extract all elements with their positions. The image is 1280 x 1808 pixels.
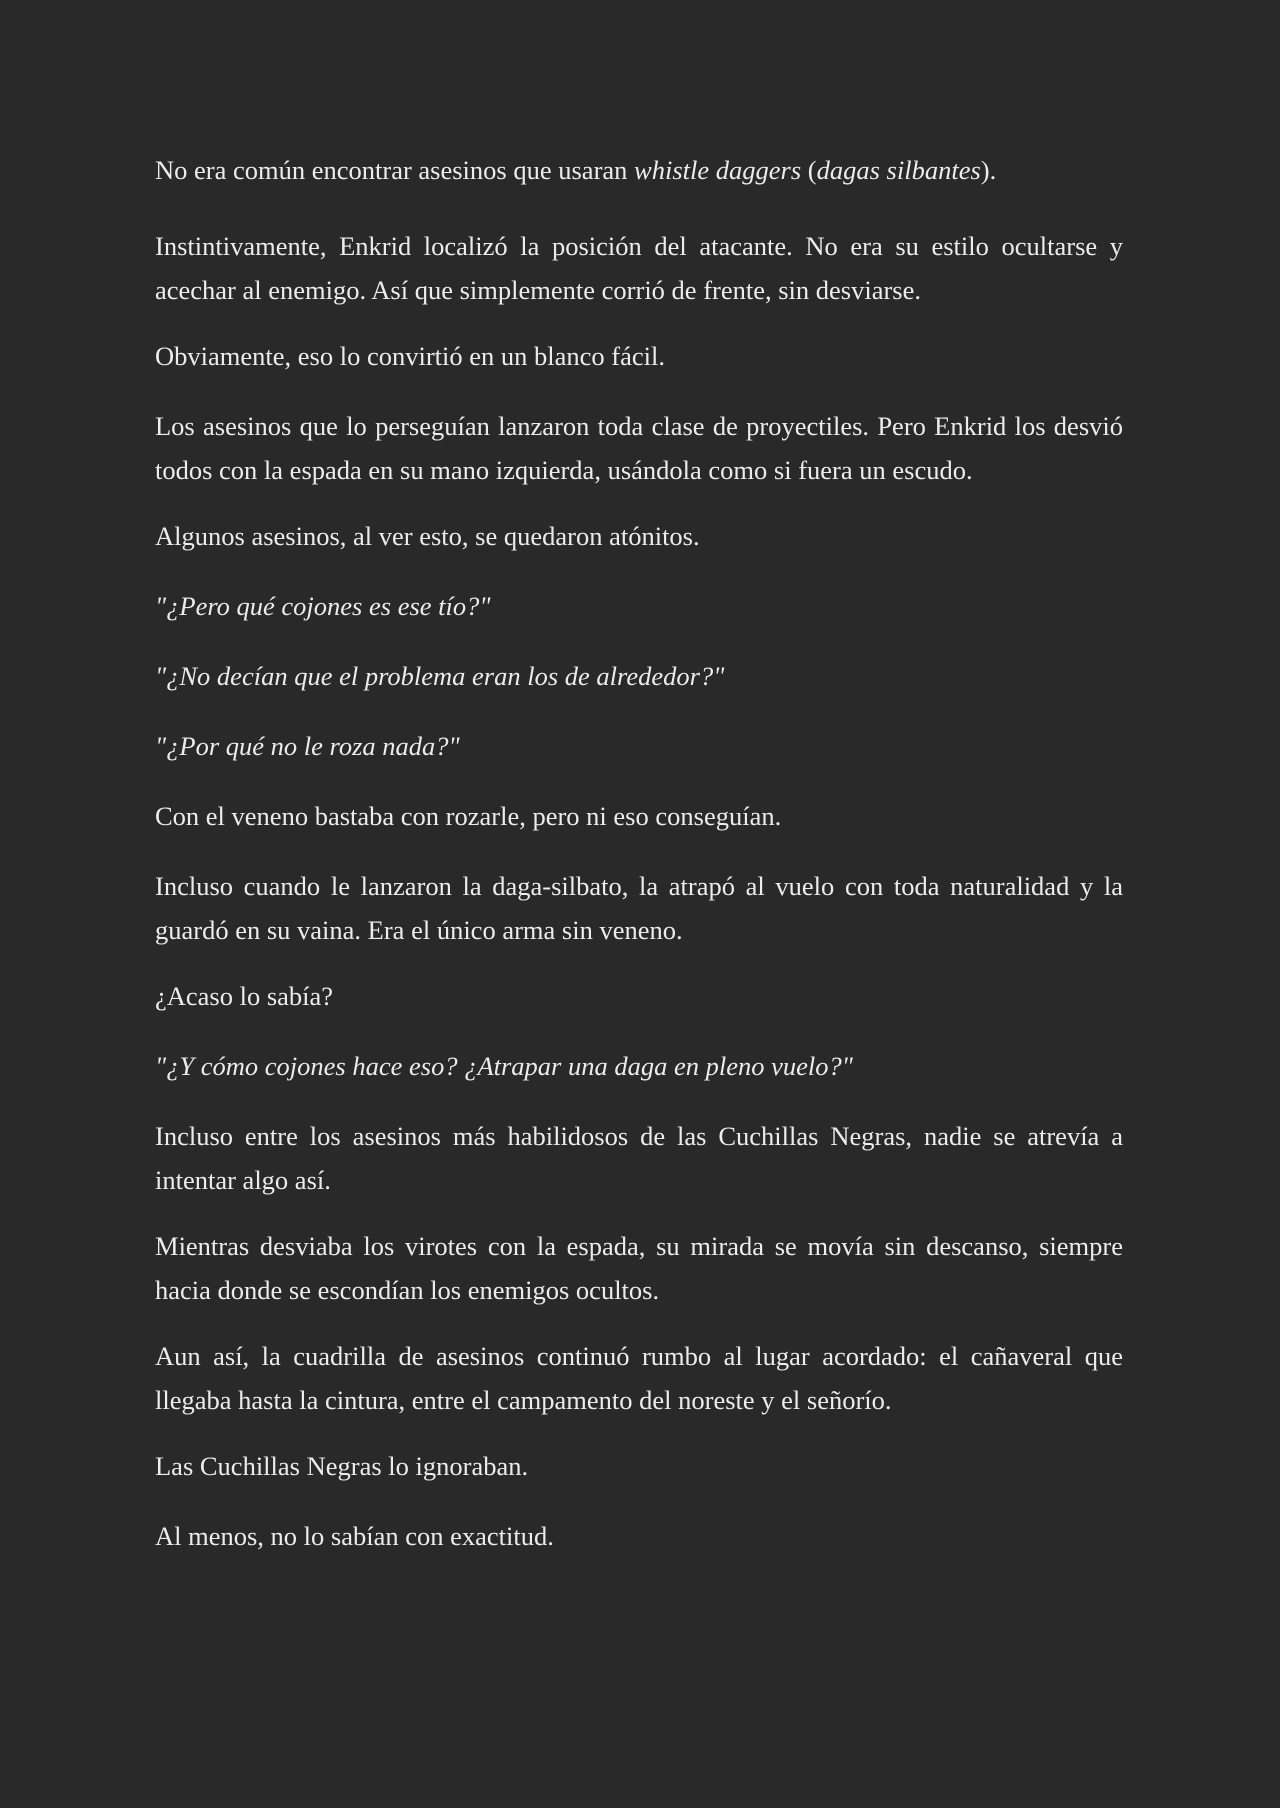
dialogue-line: "¿Pero qué cojones es ese tío?" [155, 591, 491, 621]
dialogue-line: "¿Por qué no le roza nada?" [155, 731, 460, 761]
paragraph: Mientras desviaba los virotes con la espada, su mirada se movía sin descanso, siempre hacia donde se escondían los enemigos ocultos. [155, 1231, 1123, 1305]
paragraph: Aun así, la cuadrilla de asesinos continuó rumbo al lugar acordado: el cañaveral que llegaba hasta la cintura, entre el campamento del noreste y el señorío. [155, 1341, 1123, 1415]
dialogue-line: "¿No decían que el problema eran los de alrededor?" [155, 661, 725, 691]
paragraph: Incluso cuando le lanzaron la daga-silbato, la atrapó al vuelo con toda naturalidad y la guardó en su vaina. Era el único arma sin veneno. [155, 871, 1123, 945]
paragraph: Los asesinos que lo perseguían lanzaron toda clase de proyectiles. Pero Enkrid los desvió todos con la espada en su mano izquierda, usándola como si fuera un escudo. [155, 411, 1123, 485]
paragraph: Con el veneno bastaba con rozarle, pero ni eso conseguían. [155, 801, 782, 831]
paragraph: Al menos, no lo sabían con exactitud. [155, 1521, 554, 1551]
paragraph: Instintivamente, Enkrid localizó la posición del atacante. No era su estilo ocultarse y acechar al enemigo. Así que simplemente corrió de frente, sin desviarse. [155, 231, 1123, 305]
dialogue-line: "¿Y cómo cojones hace eso? ¿Atrapar una daga en pleno vuelo?" [155, 1051, 853, 1081]
paragraph: No era común encontrar asesinos que usaran whistle daggers (dagas silbantes). [155, 155, 997, 185]
paragraph: Las Cuchillas Negras lo ignoraban. [155, 1451, 529, 1481]
paragraph: Obviamente, eso lo convirtió en un blanco fácil. [155, 341, 665, 371]
paragraph: Incluso entre los asesinos más habilidosos de las Cuchillas Negras, nadie se atrevía a intentar algo así. [155, 1121, 1123, 1195]
paragraph: Algunos asesinos, al ver esto, se quedaron atónitos. [155, 521, 700, 551]
paragraph: ¿Acaso lo sabía? [155, 981, 334, 1011]
